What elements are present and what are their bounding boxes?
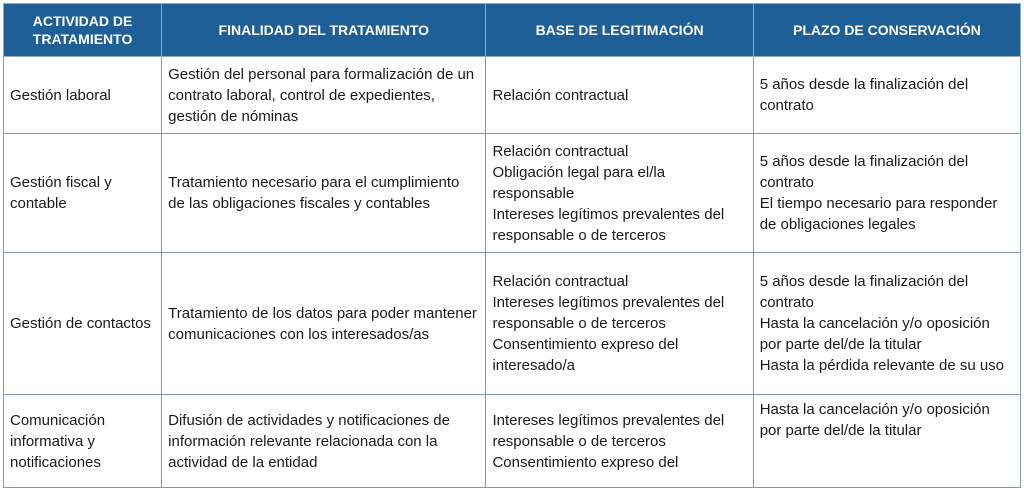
cell-basis [486, 57, 753, 134]
cell-activity: Comunicación informativa y notificaciones [4, 395, 162, 488]
table-row [4, 253, 1021, 395]
cell-basis [486, 134, 753, 253]
table-header-row [4, 4, 1021, 57]
basis-line: Obligación legal para el/la responsable [492, 163, 666, 202]
basis-line: Intereses legítimos prevalentes del responsable o de terceros [492, 205, 725, 244]
cell-purpose: Gestión del personal para formalización de un contrato laboral, control de expedientes, gestión de nóminas [162, 57, 486, 134]
table-row [4, 57, 1021, 134]
basis-line: Relación contractual [492, 86, 629, 104]
retention-line: El tiempo necesario para responder de obligaciones legales [759, 195, 998, 233]
cell-purpose: Tratamiento de los datos para poder mantener comunicaciones con los interesados/as [162, 253, 486, 395]
header-plazo-conservacion: PLAZO DE CONSERVACIÓN [753, 4, 1020, 57]
cell-purpose: Difusión de actividades y notificaciones de información relevante relacionada con la actividad de la entidad [162, 395, 486, 488]
cell-purpose: Tratamiento necesario para el cumplimiento de las obligaciones fiscales y contables [162, 134, 486, 253]
cell-basis [486, 395, 753, 488]
basis-line: Intereses legítimos prevalentes del responsable o de terceros [492, 294, 725, 332]
cell-activity: Gestión fiscal y contable [4, 134, 162, 253]
data-processing-table [3, 3, 1021, 488]
retention-line: 5 años desde la finalización del contrato [759, 273, 969, 311]
cell-retention [753, 57, 1020, 134]
header-finalidad: FINALIDAD DEL TRATAMIENTO [162, 4, 486, 57]
cell-activity: Gestión laboral [4, 57, 162, 134]
basis-line: Relación contractual [492, 273, 629, 290]
basis-line: Consentimiento expreso del interesado/a [492, 336, 679, 374]
retention-line: Hasta la cancelación y/o oposición por parte del/de la titular [759, 315, 990, 353]
retention-line: 5 años desde la finalización del contrato [759, 76, 969, 114]
cell-retention [753, 134, 1020, 253]
retention-line: Hasta la pérdida relevante de su uso [759, 357, 1005, 374]
retention-line: Hasta la cancelación y/o oposición por parte del/de la titular [759, 401, 990, 439]
basis-line: Relación contractual [492, 142, 629, 160]
basis-line: Intereses legítimos prevalentes del responsable o de terceros [492, 411, 725, 450]
cell-retention [753, 253, 1020, 395]
retention-line: 5 años desde la finalización del contrato [759, 153, 969, 191]
cell-activity: Gestión de contactos [4, 253, 162, 395]
table-row [4, 395, 1021, 488]
basis-line: Consentimiento expreso del [492, 453, 679, 471]
table-row [4, 134, 1021, 253]
header-base-legitimacion: BASE DE LEGITIMACIÓN [486, 4, 753, 57]
header-actividad: ACTIVIDAD DE TRATAMIENTO [4, 4, 162, 57]
data-processing-table-container [3, 3, 1021, 485]
cell-retention [753, 395, 1020, 488]
cell-basis [486, 253, 753, 395]
